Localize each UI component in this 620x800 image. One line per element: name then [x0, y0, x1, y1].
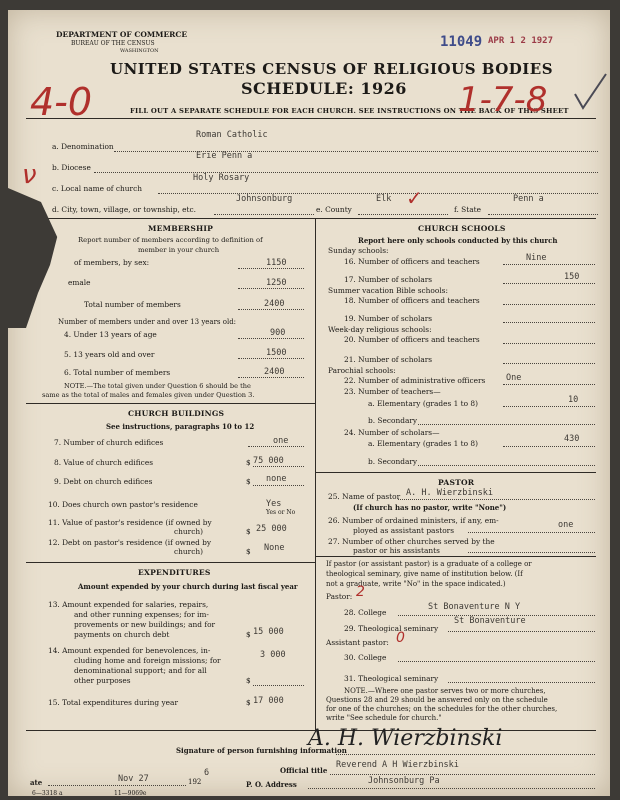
form-number: 6—3318 a: [32, 790, 63, 797]
city-line: [214, 214, 314, 215]
q4-line: [238, 338, 304, 339]
church-name-label: c. Local name of church: [52, 184, 142, 193]
instructions-line: FILL OUT A SEPARATE SCHEDULE FOR EACH CHURCH. SEE INSTRUCTIONS ON THE BACK OF THIS SHEET: [130, 107, 569, 115]
q20-label: 20. Number of officers and teachers: [344, 335, 480, 344]
q26-value: one: [558, 520, 574, 530]
q16-line: [503, 264, 595, 265]
age-subhead: Number of members under and over 13 years old:: [58, 318, 237, 326]
state-line: [488, 214, 598, 215]
census-form: [8, 10, 610, 796]
q15-label: 15. Total expenditures during year: [48, 698, 178, 707]
q1-value: 1150: [266, 258, 287, 268]
pencil-mark-left: 4-0: [30, 80, 93, 124]
q22-value: One: [506, 373, 522, 383]
county-line: [358, 214, 448, 215]
q14-line: [253, 685, 304, 686]
q7-label: 7. Number of church edifices: [54, 438, 164, 447]
q12-label-2: church): [174, 547, 203, 556]
q14-l1: 14. Amount expended for benevolences, in-: [48, 646, 211, 655]
po-address-value: Johnsonburg Pa: [368, 776, 440, 786]
q11-label-2: church): [174, 527, 203, 536]
expenditures-heading: EXPENDITURES: [138, 568, 211, 577]
form-number-2: 11—9069e: [114, 790, 147, 797]
diocese-value: Erie Penn a: [196, 151, 253, 161]
q7-value: one: [273, 436, 289, 446]
q16-label: 16. Number of officers and teachers: [344, 257, 480, 266]
signature-line: [336, 754, 595, 755]
q14-l2: cluding home and foreign missions; for: [74, 656, 221, 665]
q1-label: of members, by sex:: [74, 258, 150, 267]
q28-label: 28. College: [344, 608, 387, 617]
q13-l1: 13. Amount expended for salaries, repairs,: [48, 600, 209, 609]
q14-value: 3 000: [260, 650, 286, 660]
q14-l3: denominational support; and for all: [74, 666, 207, 675]
schools-sub: Report here only schools conducted by this church: [358, 236, 558, 245]
q6-value: 2400: [264, 367, 285, 377]
q14-dollar: $: [246, 676, 251, 685]
q25-label: 25. Name of pastor: [328, 492, 401, 501]
q5-label: 5. 13 years old and over: [64, 350, 155, 359]
summer-subhead: Summer vacation Bible schools:: [328, 286, 448, 295]
q30-label: 30. College: [344, 653, 387, 662]
q22-line: [503, 384, 595, 385]
q13-dollar: $: [246, 630, 251, 639]
q29-line: [448, 631, 595, 632]
parochial-subhead: Parochial schools:: [328, 366, 396, 375]
received-stamp-date: APR 1 2 1927: [488, 36, 554, 46]
form-title: UNITED STATES CENSUS OF RELIGIOUS BODIES: [110, 60, 554, 78]
diocese-label: b. Diocese: [52, 163, 91, 172]
q23a-value: 10: [568, 395, 579, 405]
q31-label: 31. Theological seminary: [344, 674, 439, 683]
q13-value: 15 000: [253, 627, 284, 637]
pastor-note-3: for one of the churches; on the schedules for the other churches,: [326, 705, 558, 713]
q11-dollar: $: [246, 527, 251, 536]
q17-line: [503, 283, 595, 284]
q23b-label: b. Secondary: [368, 416, 418, 425]
q23b-line: [418, 424, 595, 425]
official-title-label: Official title: [280, 766, 328, 775]
q23a-line: [503, 406, 595, 407]
received-stamp-number: 11049: [440, 34, 483, 50]
official-title-value: Reverend A H Wierzbinski: [336, 760, 459, 770]
q22-label: 22. Number of administrative officers: [344, 376, 486, 385]
q11-value: 25 000: [256, 524, 287, 534]
q24a-value: 430: [564, 434, 580, 444]
q27-l1: 27. Number of other churches served by the: [328, 537, 495, 546]
q3-label: Total number of members: [84, 300, 181, 309]
q2-value: 1250: [266, 278, 287, 288]
county-label: e. County: [316, 205, 352, 214]
expenditures-sub: Amount expended by your church during last fiscal year: [78, 582, 298, 591]
county-value: Elk: [376, 194, 392, 204]
schools-heading: CHURCH SCHOOLS: [418, 224, 506, 233]
buildings-bottom-rule: [26, 562, 315, 563]
q11-label-1: 11. Value of pastor's residence (if owned by: [48, 518, 212, 527]
q19-line: [503, 322, 595, 323]
check-mark-icon: [573, 72, 609, 112]
q28-value: St Bonaventure N Y: [428, 602, 521, 612]
dept-label: DEPARTMENT OF COMMERCE: [56, 30, 188, 39]
weekday-subhead: Week-day religious schools:: [328, 325, 432, 334]
q29-value: St Bonaventure: [454, 616, 526, 626]
q24-label: 24. Number of scholars—: [344, 428, 440, 437]
q1-line: [238, 268, 304, 269]
city-value: Johnsonburg: [236, 194, 293, 204]
q3-line: [238, 309, 304, 310]
year-value: 6: [204, 768, 210, 778]
membership-intro-2: member in your church: [138, 246, 220, 254]
q5-value: 1500: [266, 348, 287, 358]
q25-value: A. H. Wierzbinski: [406, 488, 493, 498]
pastor-grad-mark: 2: [356, 584, 365, 600]
buildings-heading: CHURCH BUILDINGS: [128, 409, 225, 418]
q24b-label: b. Secondary: [368, 457, 418, 466]
denomination-value: Roman Catholic: [196, 130, 268, 140]
q15-dollar: $: [246, 698, 251, 707]
q7-line: [248, 446, 304, 447]
q8-value: 75 000: [253, 456, 284, 466]
pastor-heading: PASTOR: [438, 478, 475, 487]
q3-value: 2400: [264, 299, 285, 309]
q18-line: [503, 304, 595, 305]
pastor-grad-label: Pastor:: [326, 592, 353, 601]
q16-value: Nine: [526, 253, 547, 263]
q8-label: 8. Value of church edifices: [54, 458, 153, 467]
q30-line: [398, 661, 595, 662]
membership-heading: MEMBERSHIP: [148, 224, 214, 233]
pastor-mid-rule: [315, 556, 596, 557]
q13-l2: and other running expenses; for im-: [74, 610, 209, 619]
q25-hint: (If church has no pastor, write "None"): [353, 503, 507, 512]
diocese-line: [94, 172, 598, 173]
q24a-line: [503, 446, 595, 447]
pastor-note-2: Questions 28 and 29 should be answered only on the schedule: [326, 696, 548, 704]
q26-l1: 26. Number of ordained ministers, if any, em-: [328, 516, 499, 525]
date-line: [48, 785, 186, 786]
membership-intro-1: Report number of members according to definition of: [78, 236, 263, 244]
state-label: f. State: [454, 205, 481, 214]
q18-label: 18. Number of officers and teachers: [344, 296, 480, 305]
city-label: d. City, town, village, or township, etc.: [52, 205, 197, 214]
signature-label: Signature of person furnishing information: [176, 746, 347, 755]
q4-value: 900: [270, 328, 286, 338]
asst-grad-mark: 0: [396, 630, 405, 646]
q24b-line: [418, 465, 595, 466]
membership-bottom-rule: [26, 403, 315, 404]
q14-l4: other purposes: [74, 676, 131, 685]
date-value: Nov 27: [118, 774, 149, 784]
q23-label: 23. Number of teachers—: [344, 387, 441, 396]
po-address-label: P. O. Address: [246, 780, 297, 789]
q26-line: [468, 532, 595, 533]
q6-label: 6. Total number of members: [64, 368, 171, 377]
grad-note-2: theological seminary, give name of institution below. (If: [326, 570, 523, 578]
q21-label: 21. Number of scholars: [344, 355, 433, 364]
pencil-check-county: ✓: [406, 186, 423, 210]
q5-line: [238, 358, 304, 359]
church-name-value: Holy Rosary: [193, 173, 250, 183]
membership-note-1: NOTE.—The total given under Question 6 should be the: [64, 382, 251, 390]
q29-label: 29. Theological seminary: [344, 624, 439, 633]
q23a-label: a. Elementary (grades 1 to 8): [368, 399, 479, 408]
q12-value: None: [264, 543, 285, 553]
q25-line: [398, 499, 595, 500]
q10-label: 10. Does church own pastor's residence: [48, 500, 198, 509]
sunday-subhead: Sunday schools:: [328, 246, 389, 255]
schools-bottom-rule: [315, 472, 596, 473]
asst-grad-label: Assistant pastor:: [326, 638, 389, 647]
q27-line: [468, 552, 595, 553]
city-label: WASHINGTON: [120, 48, 159, 54]
signature-value: A. H. Wierzbinski: [308, 726, 503, 751]
grad-note-3: not a graduate, write "No" in the space indicated.): [326, 580, 506, 588]
grad-note-1: If pastor (or assistant pastor) is a graduate of a college or: [326, 560, 532, 568]
q9-dollar: $: [246, 477, 251, 486]
q9-value: none: [266, 474, 287, 484]
pencil-tick-left: ν: [22, 160, 37, 190]
bureau-label: BUREAU OF THE CENSUS: [71, 40, 155, 47]
q13-l3: provements or new buildings; and for: [74, 620, 216, 629]
q17-label: 17. Number of scholars: [344, 275, 433, 284]
q12-dollar: $: [246, 547, 251, 556]
q17-value: 150: [564, 272, 580, 282]
year-prefix: 192: [188, 778, 202, 786]
pastor-note-1: NOTE.—Where one pastor serves two or more churches,: [344, 687, 546, 695]
q20-line: [503, 343, 595, 344]
q31-line: [448, 682, 595, 683]
state-value: Penn a: [513, 194, 544, 204]
membership-note-2: same as the total of males and females given under Question 3.: [42, 391, 255, 399]
q8-line: [253, 466, 304, 467]
q4-label: 4. Under 13 years of age: [64, 330, 157, 339]
q8-dollar: $: [246, 458, 251, 467]
q9-label: 9. Debt on church edifices: [54, 477, 153, 486]
schedule-title: SCHEDULE: 1926: [241, 79, 407, 98]
q10-hint: Yes or No: [266, 509, 296, 516]
date-label: ate: [30, 778, 43, 787]
q15-value: 17 000: [253, 696, 284, 706]
denomination-line: [114, 151, 598, 152]
q13-l4: payments on church debt: [74, 630, 170, 639]
q9-line: [253, 485, 304, 486]
buildings-sub: See instructions, paragraphs 10 to 12: [106, 422, 255, 431]
po-address-line: [308, 788, 595, 789]
q27-l2: pastor or his assistants: [353, 546, 440, 555]
q6-line: [238, 377, 304, 378]
q12-label-1: 12. Debt on pastor's residence (if owned by: [48, 538, 212, 547]
q26-l2: ployed as assistant pastors: [353, 526, 455, 535]
pastor-note-4: write "See schedule for church.": [326, 714, 442, 722]
q19-label: 19. Number of scholars: [344, 314, 433, 323]
q24a-label: a. Elementary (grades 1 to 8): [368, 439, 479, 448]
q2-line: [238, 288, 304, 289]
q21-line: [503, 363, 595, 364]
column-divider: [315, 218, 316, 730]
section-top-rule: [26, 218, 596, 219]
denomination-label: a. Denomination: [52, 142, 114, 151]
pencil-mark-right: 1-7-8: [458, 80, 548, 120]
q10-value: Yes: [266, 499, 282, 509]
q2-label: emale: [68, 278, 91, 287]
official-title-line: [330, 774, 595, 775]
